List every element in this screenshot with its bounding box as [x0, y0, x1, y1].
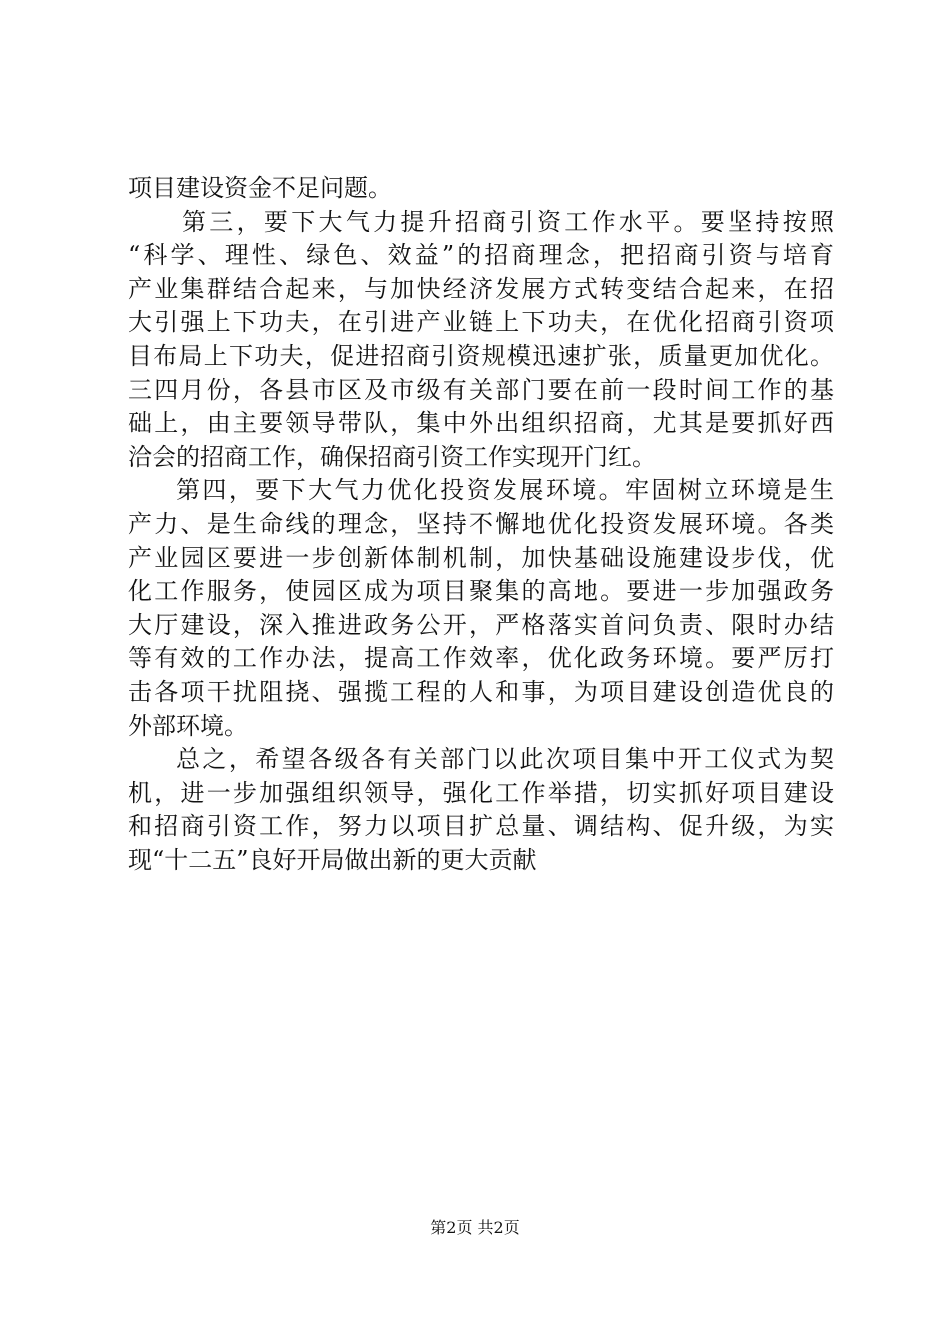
text-line: 和招商引资工作，努力以项目扩总量、调结构、促升级，为实: [128, 812, 834, 841]
paragraph-start-line: 第三，要下大气力提升招商引资工作水平。要坚持按照: [182, 207, 834, 236]
text-line: 项目建设资金不足问题。: [128, 174, 392, 202]
document-body: [128, 172, 834, 877]
text-line: 洽会的招商工作，确保招商引资工作实现开门红。: [128, 442, 656, 471]
text-line: 机，进一步加强组织领导，强化工作举措，切实抓好项目建设: [128, 778, 834, 807]
text-line: 大引强上下功夫，在引进产业链上下功夫，在优化招商引资项: [128, 308, 834, 337]
text-line: 目布局上下功夫，促进招商引资规模迅速扩张，质量更加优化。: [128, 341, 834, 370]
text-line: 产力、是生命线的理念，坚持不懈地优化投资发展环境。各类: [128, 509, 834, 538]
text-line: 三四月份，各县市区及市级有关部门要在前一段时间工作的基: [128, 375, 834, 404]
text-line: 现“十二五”良好开局做出新的更大贡献: [128, 845, 537, 874]
text-line: 外部环境。: [128, 711, 248, 740]
paragraph-start-line: 第四，要下大气力优化投资发展环境。牢固树立环境是生: [176, 476, 834, 505]
page-footer: 第2页 共2页: [430, 1218, 520, 1237]
text-line: 产业集群结合起来，与加快经济发展方式转变结合起来，在招: [128, 274, 834, 303]
text-line: 击各项干扰阻挠、强揽工程的人和事，为项目建设创造优良的: [128, 677, 834, 706]
paragraph-start-line: 总之，希望各级各有关部门以此次项目集中开工仪式为契: [176, 745, 834, 774]
text-line: 产业园区要进一步创新体制机制，加快基础设施建设步伐，优: [128, 543, 834, 572]
text-line: 大厅建设，深入推进政务公开，严格落实首问负责、限时办结: [128, 610, 834, 639]
text-line: 等有效的工作办法，提高工作效率，优化政务环境。要严厉打: [128, 644, 834, 673]
text-line: 础上，由主要领导带队，集中外出组织招商，尤其是要抓好西: [128, 409, 834, 438]
text-line: 化工作服务，使园区成为项目聚集的高地。要进一步加强政务: [128, 577, 834, 606]
text-line: “科学、理性、绿色、效益”的招商理念，把招商引资与培育: [128, 241, 834, 270]
